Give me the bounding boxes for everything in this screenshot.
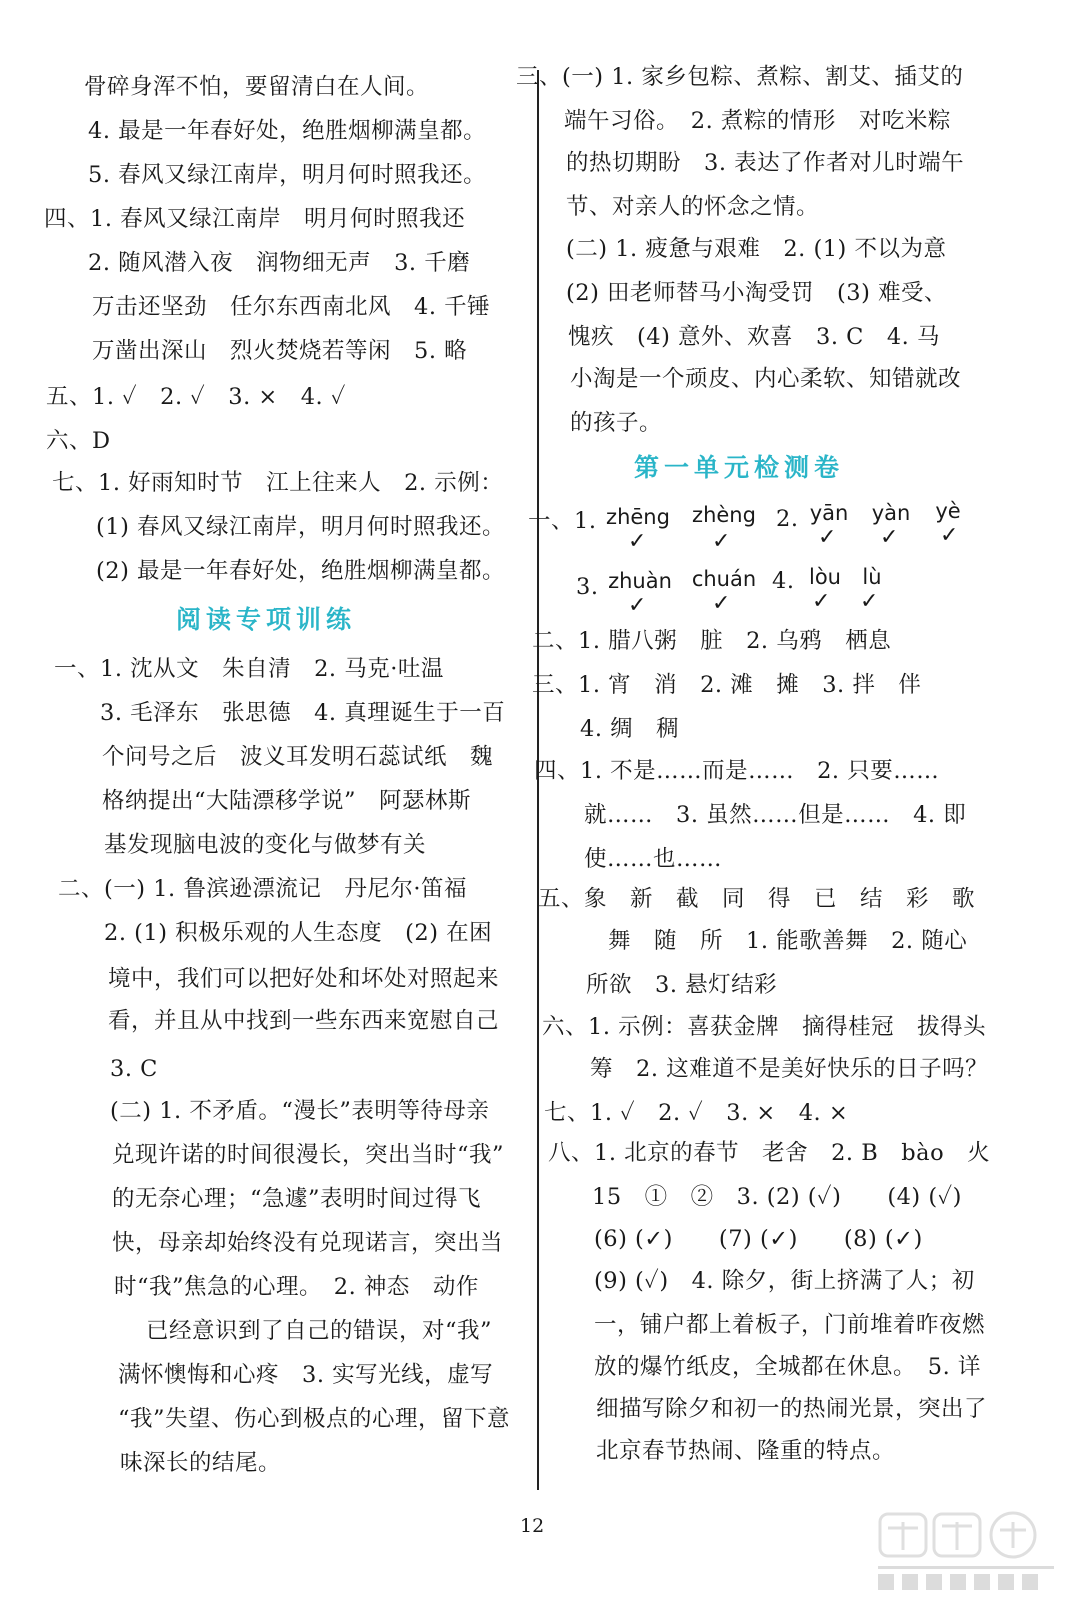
text-line: 细描写除夕和初一的热闹光景，突出了 bbox=[596, 1396, 988, 1422]
text-line: 4. bbox=[772, 568, 795, 594]
text-line: 基发现脑电波的变化与做梦有关 bbox=[104, 832, 427, 858]
text-line: 看，并且从中找到一些东西来宽慰自己 bbox=[108, 1008, 500, 1034]
text-line: 2. 随风潜入夜 润物细无声 3. 千磨 bbox=[88, 250, 471, 276]
text-line: 二、1. 腊八粥 脏 2. 乌鸦 栖息 bbox=[532, 628, 892, 654]
text-line: 四、1. 春风又绿江南岸 明月何时照我还 bbox=[44, 206, 466, 232]
pinyin-answer: zhēng bbox=[606, 505, 670, 529]
text-line: 节、对亲人的怀念之情。 bbox=[566, 194, 820, 220]
text-line: 三、1. 宵 消 2. 滩 摊 3. 拌 伴 bbox=[532, 672, 922, 698]
text-line: 时“我”焦急的心理。 2. 神态 动作 bbox=[114, 1274, 479, 1300]
text-line: 放的爆竹纸皮，全城都在休息。 5. 详 bbox=[594, 1354, 981, 1380]
text-line: 个问号之后 波义耳发明石蕊试纸 魏 bbox=[102, 744, 494, 770]
text-line: (二) 1. 不矛盾。“漫长”表明等待母亲 bbox=[110, 1098, 490, 1124]
text-line: 二、(一) 1. 鲁滨逊漂流记 丹尼尔·笛福 bbox=[58, 876, 467, 902]
pinyin-answer: zhèng bbox=[692, 503, 756, 527]
text-line: 3. bbox=[576, 574, 599, 600]
text-line: (二) 1. 疲惫与艰难 2. (1) 不以为意 bbox=[566, 236, 947, 262]
check-mark: ✓ bbox=[880, 525, 899, 550]
text-line: (9) (✓) 4. 除夕，街上挤满了人；初 bbox=[594, 1268, 975, 1294]
text-line: 舞 随 所 1. 能歌善舞 2. 随心 bbox=[608, 928, 968, 954]
text-line: (6) (✓) (7) (✓) (8) (✓) bbox=[594, 1226, 923, 1252]
section-heading-unit1: 第一单元检测卷 bbox=[634, 453, 845, 482]
text-line: 七、1. 好雨知时节 江上往来人 2. 示例： bbox=[52, 470, 504, 496]
text-line: 筹 2. 这难道不是美好快乐的日子吗？ bbox=[590, 1056, 989, 1082]
check-mark: ✓ bbox=[940, 523, 959, 548]
text-line: (2) 最是一年春好处，绝胜烟柳满皇都。 bbox=[96, 558, 506, 584]
text-line: 就…… 3. 虽然……但是…… 4. 即 bbox=[584, 802, 967, 828]
text-line: 兑现许诺的时间很漫长，突出当时“我” bbox=[112, 1142, 505, 1168]
check-mark: ✓ bbox=[860, 589, 879, 614]
text-line: 的热切期盼 3. 表达了作者对儿时端午 bbox=[566, 150, 965, 176]
pinyin-answer: yān bbox=[809, 501, 849, 525]
text-line: 北京春节热闹、隆重的特点。 bbox=[596, 1438, 896, 1464]
text-line: 3. C bbox=[110, 1056, 158, 1082]
text-line: 四、1. 不是……而是…… 2. 只要…… bbox=[534, 758, 940, 784]
text-line: 五、1. ✓ 2. ✓ 3. × 4. ✓ bbox=[46, 384, 346, 410]
text-line: 一，铺户都上着板子，门前堆着昨夜燃 bbox=[594, 1312, 986, 1338]
text-line: 小淘是一个顽皮、内心柔软、知错就改 bbox=[570, 366, 962, 392]
watermark-logo bbox=[868, 1508, 1064, 1598]
text-line: 六、1. 示例：喜获金牌 摘得桂冠 拔得头 bbox=[542, 1014, 987, 1040]
text-line: 所欲 3. 悬灯结彩 bbox=[586, 972, 778, 998]
text-line: 已经意识到了自己的错误，对“我” bbox=[146, 1318, 493, 1344]
text-line: 七、1. ✓ 2. ✓ 3. × 4. × bbox=[544, 1100, 849, 1126]
text-line: “我”失望、伤心到极点的心理，留下意 bbox=[118, 1406, 511, 1432]
text-line: 五、象 新 截 同 得 已 结 彩 歌 bbox=[538, 886, 976, 912]
text-line: 一、1. 沈从文 朱自清 2. 马克·吐温 bbox=[54, 656, 444, 682]
pinyin-answer: lòu bbox=[809, 565, 841, 589]
text-line: 4. 绸 稠 bbox=[580, 716, 680, 742]
text-line: 端午习俗。 2. 煮粽的情形 对吃米粽 bbox=[564, 108, 951, 134]
text-line: 4. 最是一年春好处，绝胜烟柳满皇都。 bbox=[88, 118, 487, 144]
pinyin-answer: zhuàn bbox=[608, 569, 672, 593]
pinyin-answer: lù bbox=[862, 565, 882, 589]
check-mark: ✓ bbox=[712, 591, 731, 616]
text-line: 味深长的结尾。 bbox=[120, 1450, 282, 1476]
text-line: 六、D bbox=[46, 428, 111, 454]
check-mark: ✓ bbox=[812, 589, 831, 614]
text-line: 5. 春风又绿江南岸，明月何时照我还。 bbox=[88, 162, 487, 188]
text-line: 八、1. 北京的春节 老舍 2. B bào 火 bbox=[548, 1140, 991, 1166]
text-line: 的无奈心理；“急遽”表明时间过得飞 bbox=[112, 1186, 482, 1212]
check-mark: ✓ bbox=[628, 529, 647, 554]
text-line: 万凿出深山 烈火焚烧若等闲 5. 略 bbox=[92, 338, 468, 364]
text-line: 满怀懊悔和心疼 3. 实写光线，虚写 bbox=[118, 1362, 494, 1388]
text-line: (2) 田老师替马小淘受罚 (3) 难受、 bbox=[566, 280, 948, 306]
text-line: 格纳提出“大陆漂移学说” 阿瑟林斯 bbox=[102, 788, 472, 814]
text-line: 快，母亲却始终没有兑现诺言，突出当 bbox=[112, 1230, 504, 1256]
text-line: (1) 春风又绿江南岸，明月何时照我还。 bbox=[96, 514, 506, 540]
check-mark: ✓ bbox=[712, 529, 731, 554]
check-mark: ✓ bbox=[628, 593, 647, 618]
text-line: 2. (1) 积极乐观的人生态度 (2) 在困 bbox=[104, 920, 493, 946]
check-mark: ✓ bbox=[818, 525, 837, 550]
text-line: 万击还坚劲 任尔东西南北风 4. 千锤 bbox=[92, 294, 491, 320]
text-line: 三、(一) 1. 家乡包粽、煮粽、割艾、插艾的 bbox=[516, 64, 964, 90]
pinyin-answer: yàn bbox=[871, 501, 911, 525]
section-heading-reading: 阅读专项训练 bbox=[176, 605, 357, 634]
pinyin-answer: yè bbox=[935, 499, 961, 523]
text-line: 一、1. bbox=[528, 508, 597, 534]
text-line: 境中，我们可以把好处和坏处对照起来 bbox=[108, 966, 500, 992]
text-line: 15 ① ② 3. (2) (✓) (4) (✓) bbox=[592, 1184, 962, 1210]
text-line: 骨碎身浑不怕，要留清白在人间。 bbox=[84, 74, 430, 100]
text-line: 3. 毛泽东 张思德 4. 真理诞生于一百 bbox=[100, 700, 506, 726]
text-line: 愧疚 (4) 意外、欢喜 3. C 4. 马 bbox=[568, 324, 940, 350]
text-line: 使……也…… bbox=[584, 846, 723, 872]
text-line: 的孩子。 bbox=[570, 410, 663, 436]
page-number: 12 bbox=[520, 1515, 545, 1537]
pinyin-answer: chuán bbox=[691, 567, 757, 591]
text-line: 2. bbox=[776, 506, 799, 532]
